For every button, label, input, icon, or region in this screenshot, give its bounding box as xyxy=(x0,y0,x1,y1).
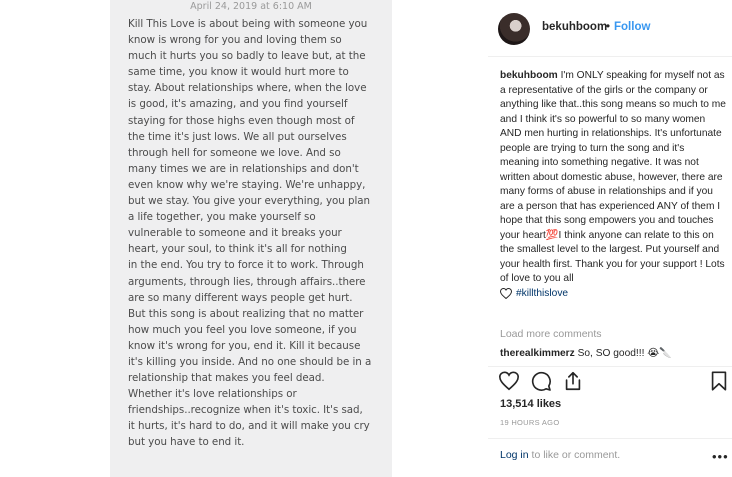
heart-outline-icon[interactable] xyxy=(500,288,512,299)
comment-text: So, SO good!!! 😭🔪 xyxy=(577,348,672,359)
header-username[interactable]: bekuhboom xyxy=(542,21,608,33)
login-rest-text: to like or comment. xyxy=(528,449,621,461)
login-link[interactable]: Log in xyxy=(500,449,529,461)
heart-icon[interactable] xyxy=(498,370,520,392)
hashtag-link[interactable]: #killthislove xyxy=(516,287,569,299)
note-screenshot xyxy=(110,0,392,477)
post-side-panel xyxy=(488,0,732,477)
caption-username[interactable]: bekuhboom xyxy=(500,70,558,81)
load-more-comments[interactable]: Load more comments xyxy=(500,328,602,340)
header-divider xyxy=(488,56,732,57)
comment xyxy=(500,348,726,359)
footer-divider xyxy=(488,438,732,439)
avatar[interactable] xyxy=(498,13,530,45)
share-icon[interactable] xyxy=(562,370,584,392)
comment-icon[interactable] xyxy=(530,370,552,392)
login-prompt xyxy=(500,449,620,461)
more-options-icon[interactable]: ••• xyxy=(712,449,729,464)
note-text: Kill This Love is about being with someone you know is wrong for you and loving them so much it hurts you so badly to leave but, at the same time, you know it would hurt more to stay. About relationships where, when the love is good, it's amazing, and you find yourself staying for those highs even though most of the time it's just lows. We all put ourselves through hell for someone we love. And so many times we are in relationships and don't even know why we're staying. We're unhappy, but we stay. You give your everything, you plan a life together, you make yourself so vulnerable to someone and it breaks your heart, your soul, to think it's all for nothing in the end. You try to force it to work. Through arguments, through lies, through affairs..there are so many different ways people get hurt. But this song is about realizing that no matter how much you feel you love someone, if you know it's wrong for you, end it. Kill it because it's killing you inside. And no one should be in a relationship that makes you feel dead. Whether it's love relationships or friendships..recognize when it's toxic. It's sad, it hurts, it's hard to do, and it will make you cry but you have to end it. xyxy=(128,18,372,449)
caption-text: I'm ONLY speaking for myself not as a representative of the girls or the company or anything like that..this song means so much to me and I think it's so powerful to so many women AND men hurting in relationships. It's unfortunate people are trying to turn the song and it's meaning into something negative. It was not written about domestic abuse, however, there are many forms of abuse in relationships and if you are a person that has experienced ANY of them I hope that this song empowers you and touches your heart💯I think anyone can relate to this on the smallest level to the largest. Put yourself and your health first. Thank you for your support ! Lots of love to you all xyxy=(500,70,726,284)
note-date: April 24, 2019 at 6:10 AM xyxy=(190,1,312,12)
follow-button[interactable]: Follow xyxy=(614,21,651,33)
post-timestamp[interactable]: 19 HOURS AGO xyxy=(500,418,560,427)
comment-username[interactable]: therealkimmerz xyxy=(500,348,575,359)
bookmark-icon[interactable] xyxy=(708,370,730,392)
post-header xyxy=(488,0,732,56)
action-bar xyxy=(488,368,732,394)
post-caption xyxy=(500,69,726,301)
separator-dot: • xyxy=(606,21,611,33)
actions-divider xyxy=(488,366,732,367)
likes-count[interactable]: 13,514 likes xyxy=(500,398,562,410)
